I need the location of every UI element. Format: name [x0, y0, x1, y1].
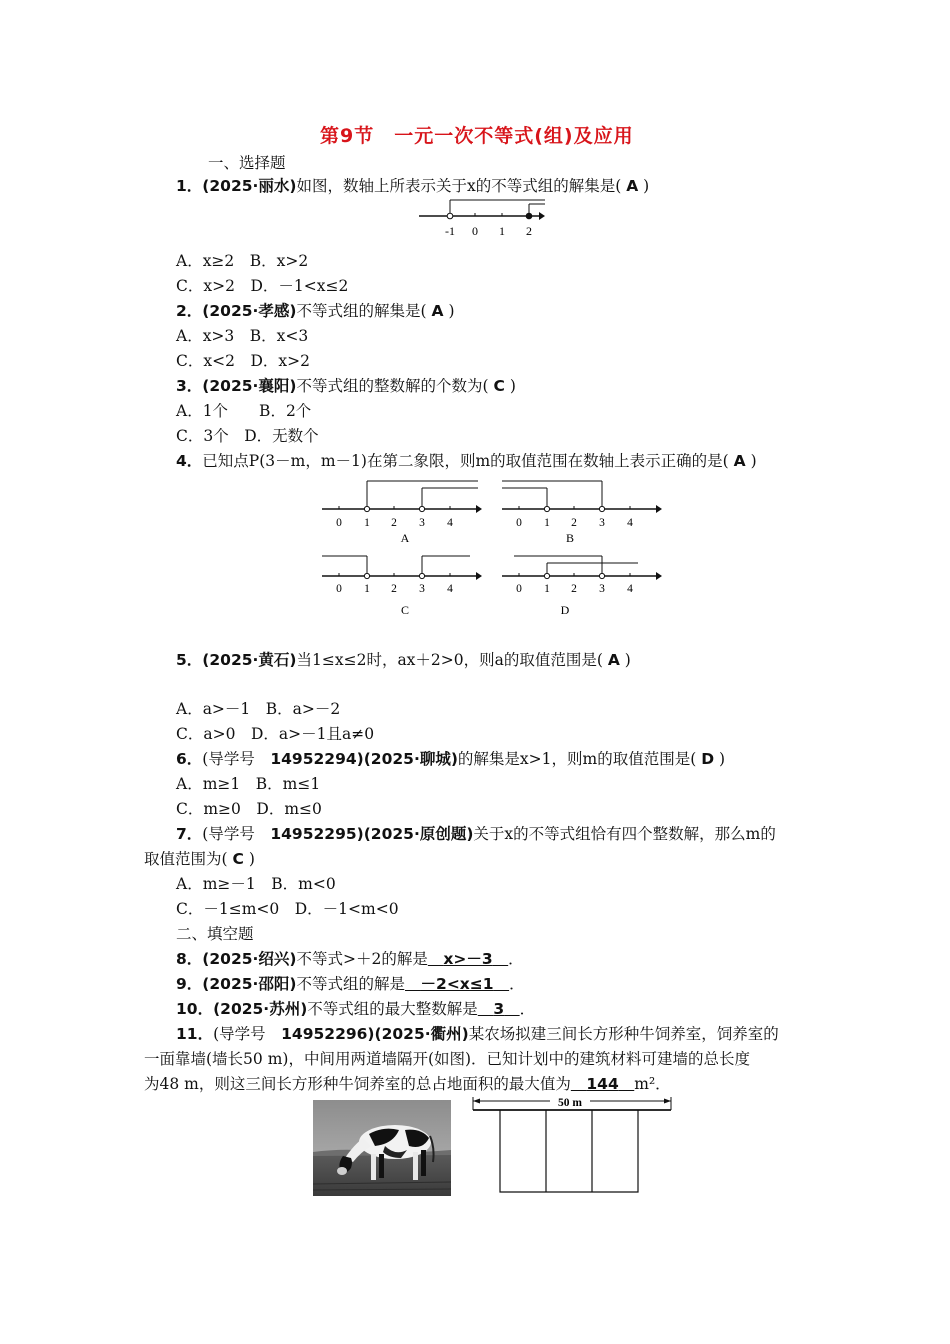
- svg-text:3: 3: [419, 517, 425, 529]
- answer-7: C: [232, 850, 244, 868]
- svg-text:4: 4: [627, 583, 633, 595]
- question-8: 8．(2025·绍兴)不等式>＋2的解是 x>－3 ．: [176, 950, 524, 968]
- svg-text:2: 2: [391, 583, 397, 595]
- svg-text:4: 4: [447, 517, 453, 529]
- page-title: 第9节 一元一次不等式(组)及应用: [320, 125, 634, 147]
- question-1: 1．(2025·丽水)如图，数轴上所表示关于x的不等式组的解集是( A ): [176, 177, 650, 195]
- svg-text:2: 2: [391, 517, 397, 529]
- cow-photo: [313, 1100, 451, 1196]
- svg-text:2: 2: [571, 517, 577, 529]
- option-a-label: A: [400, 531, 410, 545]
- q3-options-row1: A．1个 B．2个: [176, 402, 312, 420]
- question-7: 7．(导学号 14952295)(2025·原创题)关于x的不等式组恰有四个整数解，那么m的: [176, 825, 776, 843]
- svg-text:2: 2: [571, 583, 577, 595]
- q1-options-row2: C．x>2 D．－1<x≤2: [176, 277, 349, 295]
- svg-text:1: 1: [544, 583, 550, 595]
- svg-text:4: 4: [627, 517, 633, 529]
- answer-2: A: [431, 302, 444, 320]
- question-9: 9．(2025·邵阳)不等式组的解是 －2<x≤1 ．: [176, 975, 525, 993]
- q7-options-row1: A．m≥－1 B．m<0: [176, 875, 336, 893]
- section-heading-fill: 二、填空题: [176, 925, 254, 943]
- wall-length-label: 50 m: [558, 1097, 582, 1109]
- svg-text:3: 3: [599, 517, 605, 529]
- q3-options-row2: C．3个 D．无数个: [176, 427, 319, 445]
- q1-options-row1: A．x≥2 B．x>2: [176, 252, 309, 270]
- tick-label: 2: [526, 224, 532, 238]
- svg-text:0: 0: [516, 583, 522, 595]
- svg-text:0: 0: [336, 583, 342, 595]
- q2-options-row2: C．x<2 D．x>2: [176, 352, 310, 370]
- option-a-number-line: [322, 481, 482, 545]
- question-3: 3．(2025·襄阳)不等式组的整数解的个数为( C ): [176, 377, 516, 395]
- q6-options-row2: C．m≥0 D．m≤0: [176, 800, 322, 818]
- answer-6: D: [701, 750, 715, 768]
- answer-10: 3: [493, 1000, 505, 1018]
- svg-text:3: 3: [599, 583, 605, 595]
- question-11: 11．(导学号 14952296)(2025·衢州)某农场拟建三间长方形种牛饲养室，饲养室的: [176, 1025, 779, 1043]
- answer-5: A: [607, 651, 620, 669]
- number-line-q1: [415, 196, 545, 240]
- question-6: 6．(导学号 14952294)(2025·聊城)的解集是x>1，则m的取值范围是( D ): [176, 750, 726, 768]
- question-11-line2: 一面靠墙(墙长50 m)，中间用两道墙隔开(如图)．已知计划中的建筑材料可建墙的总长度: [144, 1050, 751, 1068]
- question-7-line2: 取值范围为( C ): [144, 850, 255, 868]
- answer-4: A: [733, 452, 746, 470]
- svg-text:3: 3: [419, 583, 425, 595]
- question-10: 10．(2025·苏州)不等式组的最大整数解是 3 ．: [176, 1000, 536, 1018]
- q4-number-lines: [318, 476, 664, 622]
- question-4: 4．已知点P(3－m，m－1)在第二象限，则m的取值范围在数轴上表示正确的是( A ): [176, 452, 757, 470]
- answer-8: x>－3: [443, 950, 493, 968]
- svg-text:4: 4: [447, 583, 453, 595]
- option-c-label: C: [400, 603, 410, 617]
- svg-text:0: 0: [336, 517, 342, 529]
- option-d-label: D: [560, 603, 570, 617]
- q6-options-row1: A．m≥1 B．m≤1: [176, 775, 321, 793]
- question-5: 5．(2025·黄石)当1≤x≤2时，ax＋2>0，则a的取值范围是( A ): [176, 651, 631, 669]
- option-b-label: B: [565, 531, 575, 545]
- barn-floor-plan: [470, 1096, 676, 1196]
- q5-options-row1: A．a>－1 B．a>－2: [176, 700, 341, 718]
- q5-options-row2: C．a>0 D．a>－1且a≠0: [176, 725, 375, 743]
- q7-options-row2: C．－1≤m<0 D．－1<m<0: [176, 900, 399, 918]
- svg-text:1: 1: [544, 517, 550, 529]
- option-c-number-line: [322, 556, 482, 617]
- tick-label: 1: [499, 224, 505, 238]
- section-heading-choice: 一、选择题: [208, 154, 286, 172]
- question-11-line3: 为48 m，则这三间长方形种牛饲养室的总占地面积的最大值为 144 m²．: [144, 1075, 671, 1093]
- answer-9: －2<x≤1: [420, 975, 494, 993]
- svg-text:1: 1: [364, 517, 370, 529]
- option-d-number-line: [502, 556, 662, 617]
- q2-options-row1: A．x>3 B．x<3: [176, 327, 309, 345]
- tick-label: 0: [472, 224, 478, 238]
- answer-11: 144: [586, 1075, 619, 1093]
- svg-text:0: 0: [516, 517, 522, 529]
- option-b-number-line: [502, 481, 662, 545]
- question-2: 2．(2025·孝感)不等式组的解集是( A ): [176, 302, 455, 320]
- svg-text:1: 1: [364, 583, 370, 595]
- answer-3: C: [493, 377, 505, 395]
- answer-1: A: [626, 177, 639, 195]
- tick-label: -1: [445, 224, 455, 238]
